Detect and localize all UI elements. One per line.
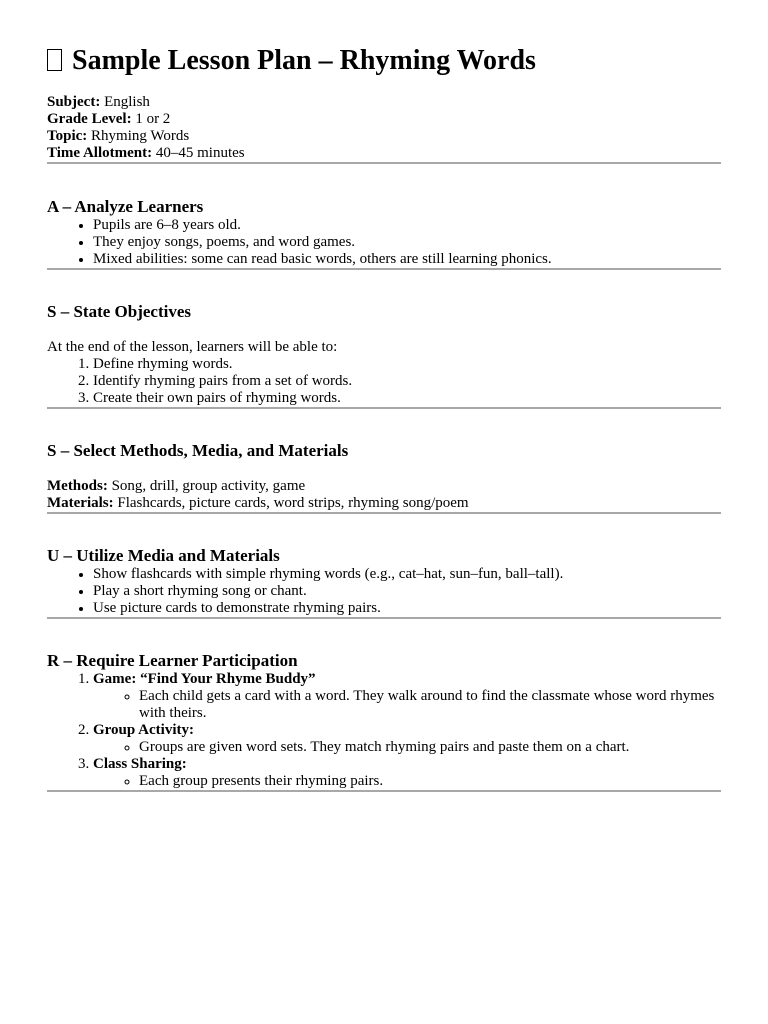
divider [47,617,721,619]
meta-topic-value: Rhyming Words [91,128,190,144]
list-item: • Pupils are 6–8 years old. [93,217,721,234]
sub-list [93,688,721,722]
meta-subject [47,94,721,111]
meta-time-label: Time Allotment: [47,145,153,161]
list-item: 1. Define rhyming words. [93,356,721,373]
meta-grade-value: 1 or 2 [135,111,171,127]
materials-line [47,495,721,512]
meta-subject-label: Subject: [47,94,101,110]
divider [47,790,721,792]
objectives-intro: At the end of the lesson, learners will be able to: [47,339,338,355]
utilize-list [47,566,721,617]
activity-title: Class Sharing: [93,756,187,772]
analyze-list [47,217,721,268]
meta-time [47,145,721,162]
methods-line [47,478,721,495]
meta-time-value: 40–45 minutes [155,145,245,161]
meta-topic [47,128,721,145]
list-item: • Show flashcards with simple rhyming words (e.g., cat–hat, sun–fun, ball–tall). [93,566,721,583]
sub-list-item: ◦ Each child gets a card with a word. They walk around to find the classmate whose word rhymes with theirs. [139,688,721,722]
materials-value: Flashcards, picture cards, word strips, rhyming song/poem [117,495,469,511]
meta-subject-value: English [104,94,150,110]
section-heading-utilize: U – Utilize Media and Materials [47,546,280,565]
divider [47,268,721,270]
section-heading-participation: R – Require Learner Participation [47,651,298,670]
list-item [93,756,721,790]
page-title-text: Sample Lesson Plan – Rhyming Words [72,45,536,76]
methods-value: Song, drill, group activity, game [111,478,306,494]
activity-title: Game: “Find Your Rhyme Buddy” [93,671,316,687]
sub-list-item: ◦ Groups are given word sets. They match rhyming pairs and paste them on a chart. [139,739,721,756]
missing-glyph-icon [47,49,62,71]
list-item: 2. Identify rhyming pairs from a set of words. [93,373,721,390]
list-item [93,671,721,722]
list-item: • They enjoy songs, poems, and word games. [93,234,721,251]
materials-label: Materials: [47,495,114,511]
sub-list [93,739,721,756]
list-item: • Use picture cards to demonstrate rhyming pairs. [93,600,721,617]
objectives-list [47,356,721,407]
list-item: • Play a short rhyming song or chant. [93,583,721,600]
participation-list [47,671,721,790]
page-title [47,44,721,78]
lesson-meta [47,94,721,162]
meta-topic-label: Topic: [47,128,88,144]
sub-list-item: ◦ Each group presents their rhyming pairs. [139,773,721,790]
lesson-plan-document [47,0,721,792]
activity-title: Group Activity: [93,722,194,738]
divider [47,512,721,514]
meta-grade-label: Grade Level: [47,111,132,127]
section-heading-analyze: A – Analyze Learners [47,197,204,216]
sub-list [93,773,721,790]
methods-label: Methods: [47,478,108,494]
meta-grade [47,111,721,128]
divider [47,407,721,409]
divider [47,162,721,164]
section-heading-methods: S – Select Methods, Media, and Materials [47,441,349,460]
section-heading-objectives: S – State Objectives [47,302,192,321]
list-item [93,722,721,756]
list-item: • Mixed abilities: some can read basic words, others are still learning phonics. [93,251,721,268]
methods-block [47,478,721,512]
list-item: 3. Create their own pairs of rhyming words. [93,390,721,407]
